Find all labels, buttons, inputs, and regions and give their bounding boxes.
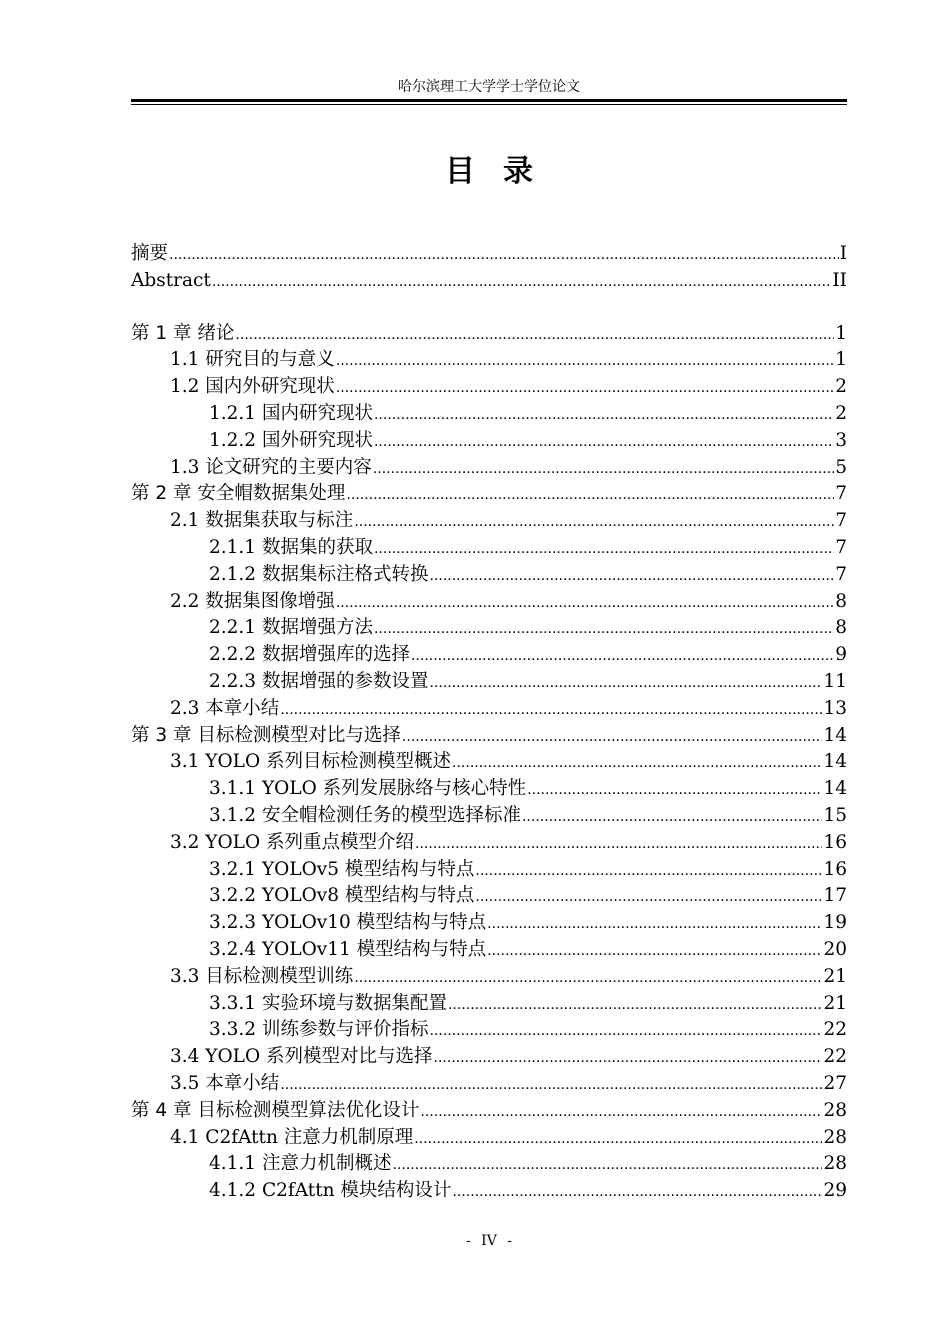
toc-entry[interactable] — [209, 882, 847, 909]
toc-entry-page: 7 — [835, 483, 847, 505]
toc-entry-page: I — [839, 243, 847, 264]
toc-entry-page: 17 — [823, 885, 847, 907]
toc-dot-leader — [374, 429, 834, 456]
toc-dot-leader — [280, 1072, 822, 1099]
toc-entry-label: 3.1 YOLO 系列目标检测模型概述 — [170, 751, 452, 773]
toc-dot-leader — [336, 375, 834, 402]
toc-entry[interactable] — [209, 1016, 847, 1043]
toc-dot-leader — [374, 536, 834, 563]
toc-entry-label: 1.2 国内外研究现状 — [170, 376, 335, 398]
toc-dot-leader — [354, 509, 834, 536]
toc-entry[interactable] — [170, 454, 847, 481]
toc-entry-label: 2.2 数据集图像增强 — [170, 590, 335, 612]
toc-dot-leader — [452, 750, 822, 777]
toc-entry-label: 第 1 章 绪论 — [131, 322, 235, 344]
toc-entry[interactable] — [170, 1124, 847, 1151]
toc-entry[interactable] — [209, 614, 847, 641]
toc-entry[interactable] — [209, 534, 847, 561]
toc-entry-page: 20 — [823, 939, 847, 960]
toc-entry-page: 21 — [823, 965, 847, 987]
toc-entry-label: 1.1 研究目的与意义 — [170, 349, 335, 371]
toc-entry-page: 16 — [823, 858, 847, 880]
toc-entry-page: 8 — [835, 617, 847, 639]
toc-dot-leader — [475, 884, 822, 911]
toc-entry[interactable] — [209, 561, 847, 588]
toc-entry-label: 2.1.1 数据集的获取 — [209, 537, 373, 558]
toc-entry[interactable] — [170, 373, 847, 400]
toc-dot-leader — [429, 1018, 822, 1045]
toc-dot-leader — [280, 697, 822, 724]
toc-dot-leader — [373, 456, 834, 483]
toc-entry[interactable] — [170, 1070, 847, 1097]
toc-entry-label: 1.2.1 国内研究现状 — [209, 403, 373, 424]
toc-dot-leader — [169, 242, 839, 269]
toc-entry-label: 摘要 — [131, 243, 169, 264]
toc-entry-page: 7 — [835, 510, 847, 532]
toc-entry-page: 29 — [823, 1180, 847, 1202]
toc-entry[interactable] — [209, 400, 847, 427]
toc-dot-leader — [374, 616, 834, 643]
toc-entry-label: 3.2.1 YOLOv5 模型结构与特点 — [209, 858, 475, 880]
toc-dot-leader — [374, 402, 834, 429]
toc-entry-label: 1.2.2 国外研究现状 — [209, 429, 373, 451]
toc-entry-page: 11 — [823, 671, 847, 692]
toc-dot-leader — [346, 482, 834, 509]
toc-entry[interactable] — [209, 802, 847, 829]
toc-entry-page: 14 — [823, 724, 847, 746]
toc-entry-page: 14 — [823, 778, 847, 800]
toc-entry-page: 5 — [835, 456, 847, 478]
toc-entry-page: 2 — [835, 403, 847, 424]
toc-dot-leader — [414, 1126, 822, 1153]
toc-entry[interactable] — [131, 240, 847, 267]
toc-entry-page: 28 — [823, 1126, 847, 1148]
toc-entry[interactable] — [209, 641, 847, 668]
toc-entry-label: 2.1.2 数据集标注格式转换 — [209, 563, 429, 585]
toc-entry-page: 28 — [823, 1153, 847, 1175]
toc-entry[interactable] — [131, 320, 847, 347]
toc-entry[interactable] — [170, 588, 847, 615]
toc-entry[interactable] — [209, 1177, 847, 1204]
toc-entry[interactable] — [209, 427, 847, 454]
toc-entry-label: 4.1 C2fAttn 注意力机制原理 — [170, 1126, 414, 1148]
toc-entry-label: Abstract — [131, 269, 211, 291]
toc-entry-label: 第 4 章 目标检测模型算法优化设计 — [131, 1099, 420, 1121]
toc-dot-leader — [522, 804, 822, 831]
toc-entry[interactable] — [131, 480, 847, 507]
toc-entry-label: 2.3 本章小结 — [170, 697, 280, 719]
toc-entry-label: 3.2 YOLO 系列重点模型介绍 — [170, 831, 415, 853]
toc-dot-leader — [452, 1179, 822, 1206]
toc-entry-page: 13 — [823, 697, 847, 719]
toc-dot-leader — [354, 965, 822, 992]
toc-entry-page: 7 — [835, 563, 847, 585]
toc-entry-page: II — [832, 269, 847, 291]
toc-entry[interactable] — [209, 668, 847, 695]
toc-dot-leader — [402, 724, 823, 751]
toc-dot-leader — [487, 911, 822, 938]
toc-entry-label: 第 3 章 目标检测模型对比与选择 — [131, 724, 401, 746]
toc-dot-leader — [420, 1099, 822, 1126]
toc-entry-label: 3.3 目标检测模型训练 — [170, 965, 354, 987]
toc-entry-label: 第 2 章 安全帽数据集处理 — [131, 483, 346, 505]
toc-entry-page: 22 — [823, 1019, 847, 1041]
toc-dot-leader — [336, 348, 834, 375]
toc-entry[interactable] — [209, 856, 847, 883]
header-rule-thick — [131, 99, 847, 102]
toc-entry[interactable] — [131, 722, 847, 749]
toc-entry-page: 8 — [835, 590, 847, 612]
toc-entry-page: 27 — [823, 1073, 847, 1094]
toc-entry-page: 1 — [835, 322, 847, 344]
toc-entry[interactable] — [170, 1043, 847, 1070]
toc-entry[interactable] — [131, 1097, 847, 1124]
toc-dot-leader — [392, 1152, 822, 1179]
toc-entry-label: 3.2.2 YOLOv8 模型结构与特点 — [209, 885, 475, 907]
header-rule-thin — [131, 104, 847, 105]
toc-dot-leader — [415, 831, 822, 858]
toc-entry-label: 4.1.2 C2fAttn 模块结构设计 — [209, 1180, 452, 1202]
toc-entry-label: 2.2.1 数据增强方法 — [209, 617, 373, 639]
toc-entry-label: 1.3 论文研究的主要内容 — [170, 456, 372, 478]
toc-title: 目录 — [445, 154, 561, 189]
toc-entry[interactable] — [209, 1150, 847, 1177]
toc-entry-page: 14 — [823, 751, 847, 773]
toc-entry[interactable] — [170, 963, 847, 990]
toc-entry-label: 3.3.1 实验环境与数据集配置 — [209, 992, 447, 1014]
toc-entry-page: 15 — [823, 805, 847, 826]
toc-dot-leader — [475, 858, 822, 885]
toc-dot-leader — [336, 590, 834, 617]
toc-entry-page: 16 — [823, 831, 847, 853]
toc-entry-page: 9 — [835, 644, 847, 666]
toc-entry-page: 22 — [823, 1046, 847, 1068]
toc-dot-leader — [235, 322, 834, 349]
toc-entry-label: 2.2.3 数据增强的参数设置 — [209, 671, 429, 692]
toc-dot-leader — [411, 643, 834, 670]
toc-entry-label: 3.3.2 训练参数与评价指标 — [209, 1019, 429, 1041]
toc-entry[interactable] — [170, 507, 847, 534]
toc-entry-label: 3.1.2 安全帽检测任务的模型选择标准 — [209, 805, 521, 826]
toc-entry[interactable] — [131, 267, 847, 294]
page-number: - IV - — [465, 1233, 512, 1249]
toc-entry[interactable] — [170, 346, 847, 373]
toc-entry[interactable] — [209, 775, 847, 802]
toc-entry[interactable] — [209, 936, 847, 963]
toc-dot-leader — [434, 1045, 823, 1072]
toc-dot-leader — [212, 269, 832, 296]
toc-entry-page: 19 — [823, 912, 847, 934]
toc-entry-label: 3.4 YOLO 系列模型对比与选择 — [170, 1046, 433, 1068]
toc-entry-page: 7 — [835, 537, 847, 558]
running-header: 哈尔滨理工大学学士学位论文 — [398, 79, 580, 95]
toc-entry-label: 3.1.1 YOLO 系列发展脉络与核心特性 — [209, 778, 527, 800]
toc-entry[interactable] — [170, 748, 847, 775]
toc-entry-page: 2 — [835, 376, 847, 398]
toc-dot-leader — [487, 938, 822, 965]
toc-entry[interactable] — [209, 990, 847, 1017]
toc-entry-page: 21 — [823, 992, 847, 1014]
toc-entry-label: 4.1.1 注意力机制概述 — [209, 1153, 392, 1175]
toc-entry-label: 3.5 本章小结 — [170, 1073, 280, 1094]
toc-dot-leader — [448, 992, 822, 1019]
toc-dot-leader — [429, 670, 822, 697]
toc-entry-label: 3.2.3 YOLOv10 模型结构与特点 — [209, 912, 487, 934]
toc-entry-page: 1 — [835, 349, 847, 371]
toc-entry-page: 28 — [823, 1099, 847, 1121]
toc-entry[interactable] — [170, 695, 847, 722]
toc-entry-label: 3.2.4 YOLOv11 模型结构与特点 — [209, 939, 487, 960]
toc-dot-leader — [429, 563, 834, 590]
toc-entry-page: 3 — [835, 429, 847, 451]
toc-entry-label: 2.1 数据集获取与标注 — [170, 510, 354, 532]
toc-entry[interactable] — [209, 909, 847, 936]
toc-dot-leader — [527, 777, 822, 804]
toc-entry-label: 2.2.2 数据增强库的选择 — [209, 644, 410, 666]
toc-entry[interactable] — [170, 829, 847, 856]
